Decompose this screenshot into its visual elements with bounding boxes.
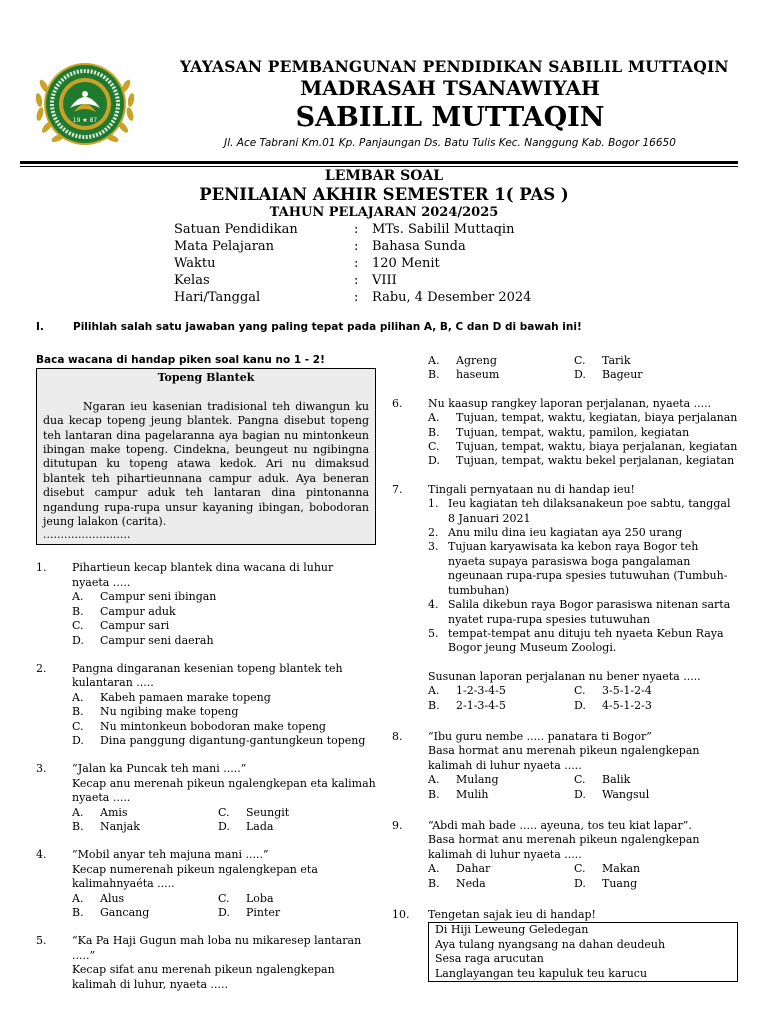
answer-option bbox=[72, 691, 382, 705]
question-item bbox=[36, 934, 382, 992]
question-body bbox=[72, 848, 382, 920]
question-item bbox=[36, 762, 382, 834]
answer-option bbox=[72, 806, 218, 820]
option-letter: D. bbox=[72, 733, 84, 747]
question-body bbox=[428, 397, 738, 469]
answer-option-row bbox=[428, 684, 738, 698]
question-line: Nu kaasup rangkey laporan perjalanan, nyaeta ..... bbox=[428, 396, 712, 410]
info-row bbox=[174, 289, 531, 306]
question-line: kulantaran ..... bbox=[72, 676, 154, 690]
option-text: Kabeh pamaen marake topeng bbox=[100, 690, 271, 704]
option-text: Lada bbox=[246, 819, 274, 833]
question-item bbox=[36, 561, 382, 647]
option-text: Tujuan, tempat, waktu, kegiatan, biaya perjalanan bbox=[456, 411, 738, 425]
option-letter: C. bbox=[72, 619, 84, 633]
answer-option bbox=[72, 720, 382, 734]
doc-type: LEMBAR SOAL bbox=[324, 168, 444, 184]
question-line: “Ibu guru nembe ..... panatara ti Bogor” bbox=[428, 729, 652, 743]
option-text: Makan bbox=[602, 862, 641, 876]
answer-option bbox=[574, 368, 720, 382]
question-line: Tingali pernyataan nu di handap ieu! bbox=[428, 482, 635, 496]
question-number: 7. bbox=[392, 482, 403, 496]
spacer bbox=[428, 656, 738, 670]
question-line: nyaeta ..... bbox=[72, 575, 131, 589]
question-body bbox=[428, 819, 738, 891]
passage-ellipsis: ......................... bbox=[43, 528, 131, 542]
answer-option bbox=[574, 773, 720, 787]
answer-option-row bbox=[428, 699, 738, 713]
question-line: Tengetan sajak ieu di handap! bbox=[428, 908, 596, 921]
statement-text bbox=[448, 540, 727, 598]
option-letter: C. bbox=[574, 684, 586, 698]
statement-line: tempat-tempat anu dituju teh nyaeta Kebun Raya bbox=[448, 626, 724, 640]
option-text: Pinter bbox=[246, 906, 281, 919]
option-text: Nu mintonkeun bobodoran make topeng bbox=[100, 719, 326, 733]
option-text: Tujuan, tempat, waktu bekel perjalanan, kegiatan bbox=[456, 454, 735, 468]
statement-line: ngeunaan rupa-rupa spesies tutuwuhan (Tumbuh- bbox=[448, 569, 728, 583]
option-text: Seungit bbox=[246, 805, 290, 819]
statement-text bbox=[448, 598, 730, 627]
option-letter: C. bbox=[574, 773, 586, 787]
option-text: Loba bbox=[246, 891, 274, 905]
question-number: 10. bbox=[392, 908, 410, 921]
poem-line: Langlayangan teu kapuluk teu karucu bbox=[435, 966, 648, 980]
answer-option bbox=[218, 806, 364, 820]
answer-option bbox=[428, 426, 738, 440]
option-text: 3-5-1-2-4 bbox=[602, 684, 652, 698]
info-value: Bahasa Sunda bbox=[372, 239, 466, 254]
answer-option-row bbox=[428, 368, 738, 382]
statement-line: Anu milu dina ieu kagiatan aya 250 urang bbox=[448, 526, 683, 540]
question-line: Basa hormat anu merenah pikeun ngalengkepan bbox=[428, 744, 700, 758]
statement-number: 4. bbox=[428, 598, 439, 612]
option-text: Amis bbox=[100, 805, 128, 819]
option-letter: B. bbox=[428, 368, 440, 382]
option-text: Campur seni daerah bbox=[100, 633, 214, 647]
question-body bbox=[428, 908, 738, 982]
option-letter: A. bbox=[72, 590, 84, 604]
option-letter: D. bbox=[574, 368, 586, 382]
right-column bbox=[392, 354, 738, 982]
option-letter: D. bbox=[72, 633, 84, 647]
school-address: Jl. Ace Tabrani Km.01 Kp. Panjaungan Ds. Batu Tulis Kec. Nanggung Kab. Bogor 16650 bbox=[224, 137, 676, 149]
info-colon: : bbox=[354, 239, 359, 254]
school-logo bbox=[30, 56, 140, 152]
answer-option bbox=[72, 590, 382, 604]
answer-option bbox=[72, 619, 382, 633]
instruction bbox=[36, 321, 582, 333]
option-letter: C. bbox=[72, 719, 84, 733]
option-letter: A. bbox=[428, 354, 440, 367]
option-letter: B. bbox=[428, 876, 440, 890]
option-letter: D. bbox=[218, 819, 230, 833]
option-text: Campur aduk bbox=[100, 604, 176, 618]
option-text: Campur sari bbox=[100, 619, 170, 633]
answer-option bbox=[72, 820, 218, 834]
statement-line: Salila dikebun raya Bogor parasiswa nitenan sarta bbox=[448, 598, 731, 612]
answer-option bbox=[428, 368, 574, 382]
option-text: haseum bbox=[456, 368, 500, 382]
option-letter: A. bbox=[428, 411, 440, 425]
poem-box bbox=[428, 922, 738, 982]
info-value: 120 Menit bbox=[372, 256, 440, 271]
statement-number: 2. bbox=[428, 526, 439, 540]
option-text: Tuang bbox=[602, 876, 638, 890]
answer-option-row bbox=[72, 820, 382, 834]
option-text: Tujuan, tempat, waktu, pamilon, kegiatan bbox=[456, 425, 690, 439]
option-letter: B. bbox=[72, 906, 84, 919]
question-body bbox=[72, 762, 382, 834]
option-letter: B. bbox=[72, 705, 84, 719]
answer-option bbox=[72, 605, 382, 619]
question-line: kalimah di luhur nyaeta ..... bbox=[428, 758, 582, 772]
info-row bbox=[174, 272, 531, 289]
option-text: Dahar bbox=[456, 862, 491, 876]
passage-text: Ngaran ieu kasenian tradisional teh diwangun ku dua kecap topeng jeung blantek. Pangna disebut topeng teh lantaran dina pagelaranna aya bagian nu mintonkeun ibingan make topeng. Cindekna, beungeut nu ngibingna ditutupan ku topeng atawa kedok. Ari nu dimaksud blantek teh pihartieunnana campur aduk. Aya beneran disebut campur aduk teh lantaran dina pintonanna ngandung rupa-rupa unsur kayaning ibingan, bobodoran jeung lalakon (carita). bbox=[43, 399, 369, 529]
option-letter: D. bbox=[574, 876, 586, 890]
answer-option-row bbox=[428, 788, 738, 802]
option-text: Bageur bbox=[602, 368, 643, 382]
option-text: Wangsul bbox=[602, 787, 650, 801]
question-item bbox=[392, 819, 738, 891]
info-label: Mata Pelajaran bbox=[174, 239, 275, 254]
foundation-name: YAYASAN PEMBANGUNAN PENDIDIKAN SABILIL MUTTAQIN bbox=[180, 57, 729, 76]
statement-number: 5. bbox=[428, 626, 439, 640]
statement-number: 3. bbox=[428, 540, 439, 554]
question-line: kalimah di luhur, nyaeta ..... bbox=[72, 977, 229, 991]
statement-number: 1. bbox=[428, 497, 439, 511]
statement-text bbox=[448, 526, 682, 540]
info-value: MTs. Sabilil Muttaqin bbox=[372, 222, 515, 237]
option-text: Neda bbox=[456, 876, 486, 890]
reading-passage-box bbox=[36, 368, 376, 545]
question-item bbox=[392, 397, 738, 469]
option-letter: C. bbox=[428, 440, 440, 454]
question-item bbox=[392, 908, 738, 982]
option-text: 1-2-3-4-5 bbox=[456, 684, 506, 698]
info-value: Rabu, 4 Desember 2024 bbox=[372, 290, 532, 305]
option-letter: A. bbox=[428, 773, 440, 787]
exam-info-table bbox=[174, 221, 531, 306]
answer-option-row bbox=[428, 354, 738, 368]
answer-option bbox=[428, 862, 574, 876]
instruction-text: Pilihlah salah satu jawaban yang paling tepat pada pilihan A, B, C dan D di bawah ini! bbox=[73, 321, 582, 333]
option-text: Nu ngibing make topeng bbox=[100, 705, 239, 719]
answer-option bbox=[574, 684, 720, 698]
info-label: Hari/Tanggal bbox=[174, 290, 261, 305]
option-letter: B. bbox=[428, 698, 440, 712]
statement-line: Tujuan karyawisata ka kebon raya Bogor teh bbox=[448, 540, 699, 554]
poem-line: Di Hiji Leweung Geledegan bbox=[435, 923, 589, 937]
question-body bbox=[72, 561, 382, 647]
answer-option bbox=[574, 699, 720, 713]
question-body bbox=[428, 730, 738, 802]
option-text: Nanjak bbox=[100, 819, 140, 833]
question-number: 3. bbox=[36, 762, 47, 776]
answer-option bbox=[574, 354, 720, 368]
option-text: Mulang bbox=[456, 773, 499, 787]
answer-option bbox=[428, 773, 574, 787]
question-line: kalimah di luhur nyaeta ..... bbox=[428, 847, 582, 861]
q5-options bbox=[392, 354, 738, 383]
answer-option bbox=[72, 892, 218, 906]
option-letter: D. bbox=[574, 698, 586, 712]
statement-line: nyatet rupa-rupa spesies tutuwuhan bbox=[448, 612, 651, 626]
answer-option bbox=[428, 699, 574, 713]
madrasah-name: MADRASAH TSANAWIYAH bbox=[300, 76, 600, 100]
question-line: “Abdi mah bade ..... ayeuna, tos teu kiat lapar”. bbox=[428, 818, 692, 832]
option-text: 2-1-3-4-5 bbox=[456, 698, 506, 712]
question-number: 6. bbox=[392, 396, 403, 410]
answer-option bbox=[218, 820, 364, 834]
info-row bbox=[174, 238, 531, 255]
option-letter: D. bbox=[428, 454, 440, 468]
statement-text bbox=[448, 497, 730, 526]
answer-option bbox=[72, 734, 382, 748]
option-text: Dina panggung digantung-gantungkeun topeng bbox=[100, 733, 366, 747]
answer-option bbox=[428, 411, 738, 425]
question-item bbox=[392, 483, 738, 713]
option-letter: C. bbox=[218, 891, 230, 905]
q5-continued bbox=[392, 354, 738, 383]
option-letter: D. bbox=[574, 787, 586, 801]
statement-line: 8 Januari 2021 bbox=[448, 511, 531, 525]
statement-item bbox=[428, 497, 738, 526]
question-number: 1. bbox=[36, 561, 47, 575]
question-line: Kecap numerenah pikeun ngalengkepan eta bbox=[72, 862, 318, 876]
logo-year: 19 ★ 87 bbox=[72, 117, 98, 124]
answer-option-row bbox=[72, 906, 382, 920]
option-letter: B. bbox=[72, 819, 84, 833]
answer-option bbox=[574, 877, 720, 891]
question-line: nyaeta ..... bbox=[72, 791, 131, 805]
answer-option-row bbox=[72, 892, 382, 906]
info-label: Satuan Pendidikan bbox=[174, 222, 298, 237]
question-line: Kecap anu merenah pikeun ngalengkepan eta kalimah bbox=[72, 776, 376, 790]
question-line: Susunan laporan perjalanan nu bener nyaeta ..... bbox=[428, 669, 701, 683]
option-text: Campur seni ibingan bbox=[100, 590, 217, 604]
question-line: “Ka Pa Haji Gugun mah loba nu mikaresep lantaran .....” bbox=[72, 934, 362, 962]
info-label: Kelas bbox=[174, 273, 210, 288]
answer-option bbox=[218, 906, 364, 920]
exam-title: PENILAIAN AKHIR SEMESTER 1( PAS ) bbox=[199, 185, 569, 204]
info-value: VIII bbox=[372, 273, 397, 288]
question-item bbox=[392, 730, 738, 802]
answer-option-row bbox=[428, 862, 738, 876]
answer-option bbox=[218, 892, 364, 906]
statement-line: nyaeta supaya parasiswa boga pangalaman bbox=[448, 554, 691, 568]
option-letter: D. bbox=[218, 906, 230, 919]
option-letter: C. bbox=[574, 354, 586, 367]
option-text: Gancang bbox=[100, 906, 150, 919]
answer-option bbox=[72, 634, 382, 648]
statement-item bbox=[428, 627, 738, 656]
info-row bbox=[174, 221, 531, 238]
question-item bbox=[36, 662, 382, 748]
option-letter: C. bbox=[218, 805, 230, 819]
answer-option bbox=[72, 906, 218, 920]
academic-year: TAHUN PELAJARAN 2024/2025 bbox=[269, 205, 499, 220]
question-number: 9. bbox=[392, 818, 403, 832]
answer-option bbox=[574, 788, 720, 802]
question-line: Pihartieun kecap blantek dina wacana di luhur bbox=[72, 561, 334, 575]
answer-option bbox=[428, 440, 738, 454]
answer-option bbox=[428, 684, 574, 698]
answer-option bbox=[574, 862, 720, 876]
option-letter: B. bbox=[72, 604, 84, 618]
info-colon: : bbox=[354, 222, 359, 237]
left-question-list bbox=[36, 561, 382, 992]
info-colon: : bbox=[354, 290, 359, 305]
answer-option bbox=[428, 354, 574, 368]
question-line: Kecap sifat anu merenah pikeun ngalengkepan bbox=[72, 963, 335, 977]
option-text: Alus bbox=[100, 891, 125, 905]
option-letter: A. bbox=[72, 891, 84, 905]
info-row bbox=[174, 255, 531, 272]
header-rule-thick bbox=[20, 161, 738, 164]
statement-item bbox=[428, 526, 738, 540]
question-body bbox=[72, 662, 382, 748]
option-letter: A. bbox=[428, 684, 440, 698]
question-item bbox=[36, 848, 382, 920]
question-number: 5. bbox=[36, 934, 47, 948]
answer-option bbox=[428, 454, 738, 468]
question-body bbox=[428, 483, 738, 713]
instruction-number: I. bbox=[36, 321, 44, 333]
header-rule-thin bbox=[20, 166, 738, 167]
question-number: 2. bbox=[36, 661, 47, 675]
option-letter: B. bbox=[428, 425, 440, 439]
option-text: Mulih bbox=[456, 787, 489, 801]
answer-option bbox=[428, 788, 574, 802]
answer-option-row bbox=[72, 806, 382, 820]
option-letter: A. bbox=[428, 862, 440, 876]
statement-line: Ieu kagiatan teh dilaksanakeun poe sabtu, tanggal bbox=[448, 497, 731, 511]
info-colon: : bbox=[354, 273, 359, 288]
answer-option bbox=[428, 877, 574, 891]
option-text: Agreng bbox=[456, 354, 497, 367]
statement-line: Bogor jeung Museum Zoologi. bbox=[448, 641, 617, 655]
question-number: 4. bbox=[36, 848, 47, 862]
info-colon: : bbox=[354, 256, 359, 271]
answer-option-row bbox=[428, 877, 738, 891]
question-line: Pangna dingaranan kesenian topeng blantek teh bbox=[72, 661, 343, 675]
option-text: Balik bbox=[602, 773, 631, 787]
info-label: Waktu bbox=[174, 256, 216, 271]
question-line: “Jalan ka Puncak teh mani .....” bbox=[72, 762, 247, 776]
question-body bbox=[72, 934, 382, 992]
option-letter: B. bbox=[428, 787, 440, 801]
question-line: Basa hormat anu merenah pikeun ngalengkepan bbox=[428, 833, 700, 847]
option-text: Tujuan, tempat, waktu, biaya perjalanan, kegiatan bbox=[456, 440, 738, 454]
option-text: Tarik bbox=[602, 354, 631, 367]
statement-text bbox=[448, 627, 724, 656]
wacana-heading: Baca wacana di handap piken soal kanu no 1 - 2! bbox=[36, 354, 325, 366]
option-text: 4-5-1-2-3 bbox=[602, 698, 652, 712]
school-name: SABILIL MUTTAQIN bbox=[295, 102, 605, 133]
statement-item bbox=[428, 540, 738, 598]
question-line: “Mobil anyar teh majuna mani .....” bbox=[72, 848, 269, 862]
statement-item bbox=[428, 598, 738, 627]
question-line: kalimahnyaéta ..... bbox=[72, 877, 175, 891]
question-number: 8. bbox=[392, 729, 403, 743]
passage-title: Topeng Blantek bbox=[157, 371, 255, 385]
answer-option bbox=[72, 705, 382, 719]
right-question-list bbox=[392, 397, 738, 982]
option-letter: A. bbox=[72, 690, 84, 704]
option-letter: A. bbox=[72, 805, 84, 819]
left-column bbox=[36, 353, 382, 992]
option-letter: C. bbox=[574, 862, 586, 876]
statement-line: tumbuhan) bbox=[448, 583, 510, 597]
poem-line: Aya tulang nyangsang na dahan deudeuh bbox=[435, 937, 666, 951]
answer-option-row bbox=[428, 773, 738, 787]
poem-line: Sesa raga arucutan bbox=[435, 952, 544, 966]
